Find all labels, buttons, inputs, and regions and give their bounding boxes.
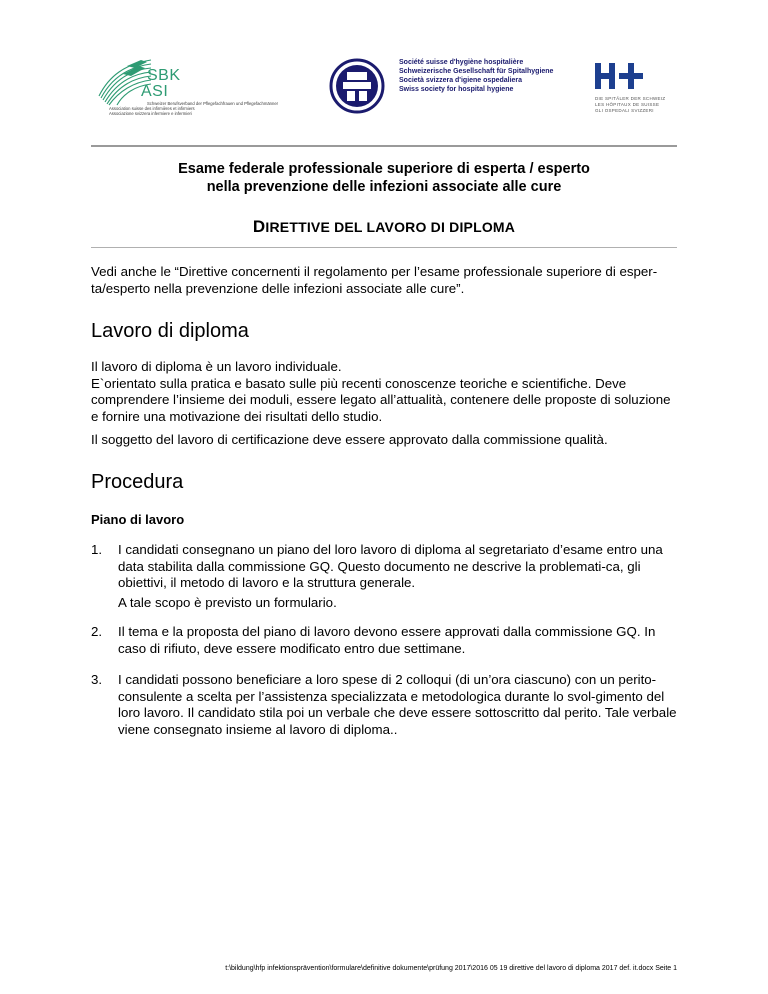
sbk-abbr: SBK — [147, 67, 181, 84]
exam-title-line2: nella prevenzione delle infezioni associate alle cure — [206, 179, 562, 195]
lavoro-line-individual: Il lavoro di diploma è un lavoro individuale. — [91, 359, 342, 374]
hplus-line-de: DIE SPITÄLER DER SCHWEIZ — [595, 96, 666, 101]
list-item-number: 1. — [91, 542, 103, 557]
directive-title-rest: IRETTIVE DEL LAVORO DI DIPLOMA — [265, 219, 516, 235]
subheading-piano: Piano di lavoro — [91, 512, 185, 527]
list-item-text — [118, 542, 680, 611]
sbk-name-it: Associazione svizzera infermiere e infermieri — [109, 111, 192, 116]
intro-paragraph: Vedi anche le “Direttive concernenti il regolamento per l’esame professionale superiore di esper-ta/esperto nella prevenzione delle infezioni associate alle cure”. — [91, 264, 658, 296]
hplus-logo — [595, 63, 685, 117]
sbk-name-fr: Association suisse des infirmières et infirmiers — [109, 106, 195, 111]
list-item-1-text: I candidati consegnano un piano del loro lavoro di diploma al segretariato d’esame entro una data stabilita dalla commissione GQ. Questo documento ne descrive la problemati-ca, gli obiettivi, il metodo di lavoro e la struttura generale. — [118, 542, 663, 590]
exam-title — [91, 160, 677, 196]
directive-title-initial: D — [252, 217, 266, 236]
section-heading-procedura: Procedura — [91, 471, 184, 493]
sbk-asi-logo — [95, 56, 295, 118]
sbk-name-de: Schweizer Berufsverband der Pflegefachfrauen und Pflegefachmänner — [147, 101, 279, 106]
lavoro-paragraph-2: Il soggetto del lavoro di certificazione deve essere approvato dalla commissione qualità. — [91, 432, 608, 447]
sgsh-name-en: Swiss society for hospital hygiene — [399, 86, 514, 93]
hplus-mark-icon — [595, 63, 647, 91]
sgsh-emblem-icon — [329, 58, 385, 114]
section-heading-lavoro: Lavoro di diploma — [91, 320, 249, 342]
footer-file-path: t:\bildung\hfp infektionsprävention\formulare\definitive dokumente\prüfung 2017\2016 05 19 direttive del lavoro di diploma 2017 def. it.docx Seite 1 — [225, 965, 677, 972]
sgsh-name-it: Società svizzera d'igiene ospedaliera — [399, 77, 523, 84]
directive-title — [91, 217, 677, 237]
hplus-line-fr: LES HÔPITAUX DE SUISSE — [595, 102, 660, 107]
list-item-1-extra: A tale scopo è previsto un formulario. — [118, 594, 337, 610]
list-item-2-text: Il tema e la proposta del piano di lavoro devono essere approvati dalla commissione GQ. In caso di rifiuto, deve essere modificato entro due settimane. — [118, 624, 656, 656]
list-item-number: 2. — [91, 624, 103, 639]
list-item-3-text: I candidati possono beneficiare a loro spese di 2 colloqui (di un’ora ciascuno) con un perito-consulente a scelta per l’assistenza specializzata e metodologica durante lo svol-gimento del loro lavoro. Il candidato stila poi un verbale che deve essere sottoscritto dal perito. Tale verbale viene consegnato insieme al lavoro di diploma.. — [118, 672, 677, 737]
list-item-number: 3. — [91, 672, 103, 687]
lavoro-paragraph-1 — [91, 359, 681, 425]
lavoro-line-orientation: E`orientato sulla pratica e basato sulle più recenti conoscenze teoriche e scientifiche. Deve comprendere l’insieme dei moduli, essere legato all’attualità, contenere delle proposte di soluzione e fornire una motivazione dei risultati dello studio. — [91, 375, 671, 424]
header-bottom-rule — [91, 247, 677, 248]
header-top-rule — [91, 145, 677, 147]
hplus-line-it: GLI OSPEDALI SVIZZERI — [595, 108, 654, 113]
sgsh-name-fr: Société suisse d'hygiène hospitalière — [399, 59, 524, 66]
exam-title-line1: Esame federale professionale superiore di esperta / esperto — [178, 161, 590, 177]
sgsh-logo — [329, 58, 569, 114]
sgsh-name-de: Schweizerische Gesellschaft für Spitalhygiene — [399, 68, 554, 75]
asi-abbr: ASI — [141, 83, 169, 100]
